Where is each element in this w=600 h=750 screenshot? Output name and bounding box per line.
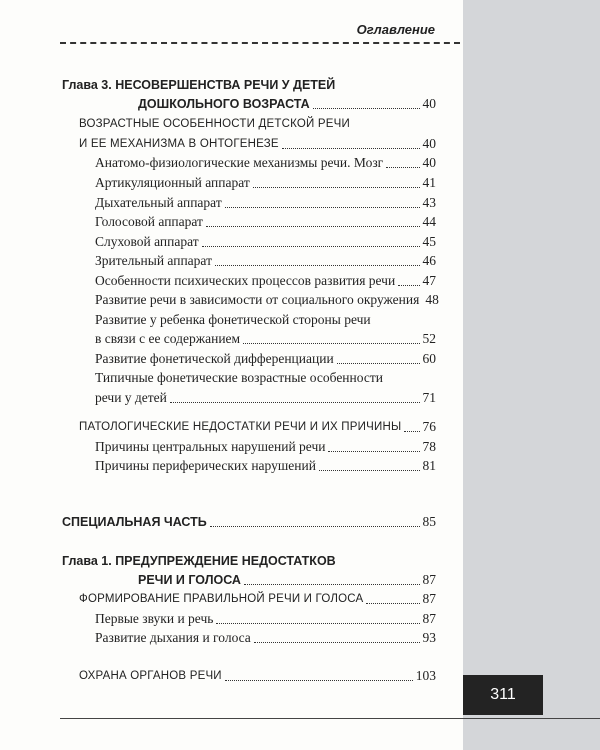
- toc-entry[interactable]: [79, 135, 436, 153]
- toc-entry[interactable]: [95, 174, 436, 192]
- toc-leader: [225, 206, 420, 208]
- toc-leader: [244, 583, 420, 585]
- page-number-box: 311: [463, 675, 543, 715]
- toc-page-number: 93: [422, 630, 436, 645]
- toc-entry-text: Причины центральных нарушений речи: [95, 439, 326, 454]
- toc-entry-text: Особенности психических процессов развития речи: [95, 273, 396, 288]
- toc-page-number: 87: [422, 572, 436, 587]
- toc-leader: [398, 284, 419, 286]
- toc-entry[interactable]: [95, 291, 439, 309]
- toc-entry-text: Первые звуки и речь: [95, 611, 214, 626]
- toc-page-number: 85: [422, 514, 436, 529]
- toc-page-number: 60: [422, 351, 436, 366]
- toc-leader: [215, 264, 420, 266]
- toc-page-number: 44: [422, 214, 436, 229]
- toc-section-title: ВОЗРАСТНЫЕ ОСОБЕННОСТИ ДЕТСКОЙ РЕЧИ: [79, 118, 350, 130]
- toc-leader: [216, 622, 419, 624]
- toc-entry[interactable]: [95, 194, 436, 212]
- toc-leader: [202, 245, 420, 247]
- toc-entry-text: Артикуляционный аппарат: [95, 175, 250, 190]
- toc-entry-text: Развитие речи в зависимости от социального окружения: [95, 292, 420, 307]
- toc-entry-text: Причины периферических нарушений: [95, 458, 316, 473]
- toc-leader: [313, 107, 420, 109]
- toc-section-title: ОХРАНА ОРГАНОВ РЕЧИ: [79, 670, 222, 682]
- toc-page-number: 40: [422, 96, 436, 111]
- toc-entry[interactable]: [95, 350, 436, 368]
- toc-page-number: 40: [422, 155, 436, 170]
- toc-entry-text: Типичные фонетические возрастные особенности: [95, 370, 383, 385]
- toc-page-number: 76: [422, 419, 436, 434]
- toc-page-number: 52: [422, 331, 436, 346]
- toc-entry-text: Дыхательный аппарат: [95, 195, 222, 210]
- toc-entry-text: Зрительный аппарат: [95, 253, 212, 268]
- toc-page-number: 45: [422, 234, 436, 249]
- toc-page-number: 43: [422, 195, 436, 210]
- toc-page-number: 41: [422, 175, 436, 190]
- toc-entry[interactable]: [95, 330, 436, 348]
- toc-entry[interactable]: [79, 590, 436, 608]
- toc-entry-text: Слуховой аппарат: [95, 234, 199, 249]
- toc-entry-text: Развитие у ребенка фонетической стороны речи: [95, 312, 371, 327]
- toc-entry[interactable]: [95, 629, 436, 647]
- toc-leader: [404, 430, 419, 432]
- toc-entry-text: ДОШКОЛЬНОГО ВОЗРАСТА: [138, 97, 310, 111]
- toc-entry-text: РЕЧИ И ГОЛОСА: [138, 573, 241, 587]
- toc-leader: [328, 450, 419, 452]
- toc-entry-text: Анатомо-физиологические механизмы речи. Мозг: [95, 155, 384, 170]
- toc-section-title: ФОРМИРОВАНИЕ ПРАВИЛЬНОЙ РЕЧИ И ГОЛОСА: [79, 593, 364, 605]
- toc-leader: [170, 401, 420, 403]
- toc-entry-text: Развитие дыхания и голоса: [95, 630, 251, 645]
- toc-entry[interactable]: [95, 610, 436, 628]
- toc-leader: [386, 166, 419, 168]
- toc-entry[interactable]: [95, 272, 436, 290]
- toc-page-number: 78: [422, 439, 436, 454]
- toc-entry[interactable]: [95, 389, 436, 407]
- toc-leader: [243, 342, 419, 344]
- toc-leader: [366, 602, 419, 604]
- toc-entry-text: Голосовой аппарат: [95, 214, 203, 229]
- toc-chapter-title: Глава 1. ПРЕДУПРЕЖДЕНИЕ НЕДОСТАТКОВ: [62, 554, 336, 568]
- toc-entry[interactable]: [95, 457, 436, 475]
- toc-leader: [225, 679, 413, 681]
- toc-entry[interactable]: [79, 418, 436, 436]
- toc-entry[interactable]: [95, 438, 436, 456]
- toc-entry[interactable]: [95, 233, 436, 251]
- toc-page-number: 71: [422, 390, 436, 405]
- toc-section-title: ПАТОЛОГИЧЕСКИЕ НЕДОСТАТКИ РЕЧИ И ИХ ПРИЧИНЫ: [79, 421, 402, 433]
- toc-leader: [210, 525, 420, 527]
- toc-entry[interactable]: [95, 213, 436, 231]
- toc-leader: [282, 147, 420, 149]
- toc-leader: [253, 186, 420, 188]
- running-header-title: Оглавление: [356, 22, 435, 37]
- toc-page-number: 46: [422, 253, 436, 268]
- toc-entry[interactable]: [62, 513, 436, 531]
- toc-page-number: 103: [415, 668, 436, 683]
- toc-leader: [254, 641, 420, 643]
- toc-entry-text: Развитие фонетической дифференциации: [95, 351, 334, 366]
- toc-page-number: 87: [422, 611, 436, 626]
- toc-entry[interactable]: [95, 252, 436, 270]
- toc-page-number: 87: [422, 591, 436, 606]
- toc-page-number: 81: [422, 458, 436, 473]
- toc-chapter-title: Глава 3. НЕСОВЕРШЕНСТВА РЕЧИ У ДЕТЕЙ: [62, 78, 336, 92]
- toc-leader: [319, 469, 420, 471]
- toc-entry[interactable]: [79, 667, 436, 685]
- toc-page-number: 47: [422, 273, 436, 288]
- toc-page-number: 40: [422, 136, 436, 151]
- toc-page-number: 48: [425, 292, 439, 307]
- toc-entry[interactable]: [138, 571, 436, 589]
- toc-leader: [337, 362, 420, 364]
- toc-part-title: СПЕЦИАЛЬНАЯ ЧАСТЬ: [62, 515, 207, 529]
- toc-entry-text: И ЕЕ МЕХАНИЗМА В ОНТОГЕНЕЗЕ: [79, 138, 279, 150]
- toc-entry[interactable]: [95, 154, 436, 172]
- toc-leader: [206, 225, 420, 227]
- toc-entry-text: речи у детей: [95, 390, 167, 405]
- toc-entry-text: в связи с ее содержанием: [95, 331, 241, 346]
- toc-entry[interactable]: [138, 95, 436, 113]
